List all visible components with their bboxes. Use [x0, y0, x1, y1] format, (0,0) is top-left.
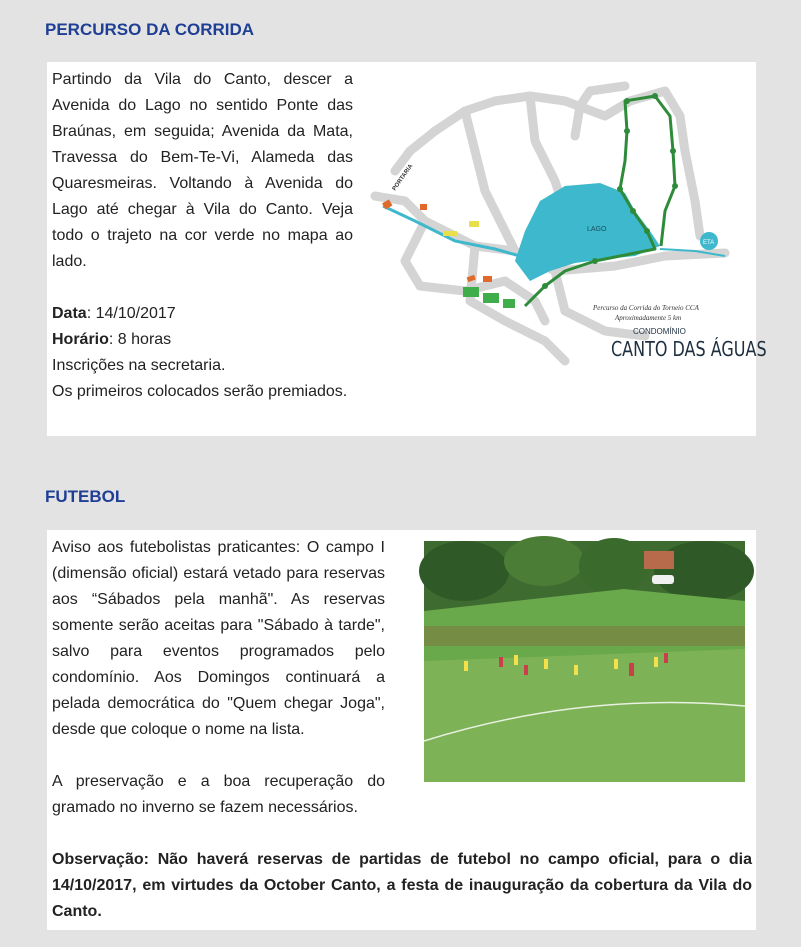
observacao-text: Observação: Não haverá reservas de partidas de futebol no campo oficial, para o dia 14/10/2017, em virtudes da October Canto, a festa de inauguração da cobertura da Vila do Canto.	[52, 851, 752, 920]
data-label: Data	[52, 305, 87, 322]
brand-main: CANTO DAS ÁGUAS	[611, 338, 767, 362]
horario-label: Horário	[52, 331, 109, 348]
lake-label: LAGO	[587, 226, 607, 233]
route-map	[365, 71, 767, 373]
futebol-paragraph-1: Aviso aos futebolistas praticantes: O campo I (dimensão oficial) estará vetado para reservas aos “Sábados pela manhã". As reservas somente serão aceitas para "Sábado à tarde", salvo para eventos programados pelo condomínio. Aos Domingos continuará a pelada democrática do "Quem chegar Joga", desde que coloque o nome na lista.	[52, 539, 385, 738]
corrida-text	[52, 67, 353, 405]
map-caption-line1: Percurso da Corrida do Torneio CCA	[593, 304, 699, 312]
section-title-futebol: FUTEBOL	[45, 487, 126, 506]
eta-label: ETA	[703, 240, 715, 246]
map-caption-line2: Aproximadamente 5 km	[615, 314, 682, 322]
brand-top: CONDOMÍNIO	[633, 327, 686, 336]
data-value: : 14/10/2017	[86, 305, 176, 322]
inscricoes-text: Inscrições na secretaria.	[52, 357, 226, 374]
corrida-description: Partindo da Vila do Canto, descer a Avenida do Lago no sentido Ponte das Braúnas, em seguida; Avenida da Mata, Travessa do Bem-Te-Vi, Alameda das Quaresmeiras. Voltando à Avenida do Lago até chegar à Vila do Canto. Veja todo o trajeto na cor verde no mapa ao lado.	[52, 71, 353, 270]
horario-value: : 8 horas	[108, 331, 172, 348]
corrida-card	[47, 62, 767, 436]
futebol-text	[52, 535, 385, 821]
portaria-label: PORTARIA	[391, 163, 415, 193]
futebol-paragraph-2: A preservação e a boa recuperação do gramado no inverno se fazem necessários.	[52, 773, 385, 816]
football-field-photo	[424, 541, 745, 782]
section-title-corrida: PERCURSO DA CORRIDA	[45, 20, 255, 39]
data-line	[52, 301, 353, 327]
horario-line	[52, 327, 353, 353]
futebol-card	[47, 530, 756, 930]
premiacao-text: Os primeiros colocados serão premiados.	[52, 383, 348, 400]
